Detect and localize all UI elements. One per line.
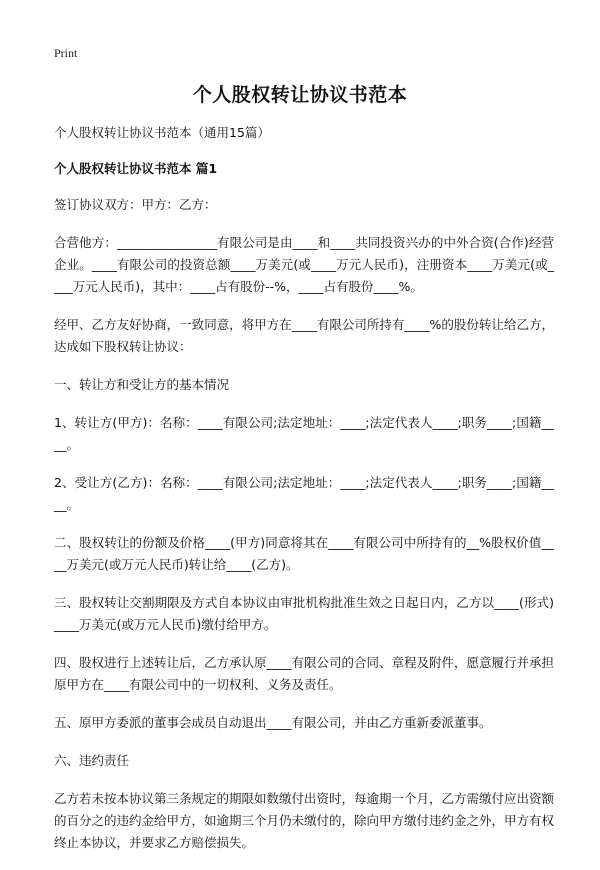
paragraph-joint-venture: 合营他方：________________有限公司是由____和____共同投资兴办的中外合资(合作)经营企业。____有限公司的投资总额____万美元(或____万元人民币)，注册资本____万美元(或____万元人民币)，其中：____占有股份--%，____占有股份____%。 bbox=[54, 235, 554, 294]
clause-heading-liability: 六、违约责任 bbox=[54, 753, 130, 768]
paragraph-parties: 签订协议双方：甲方：乙方： bbox=[54, 197, 217, 212]
section-heading: 个人股权转让协议书范本 篇1 bbox=[54, 161, 218, 176]
clause-delivery: 三、股权转让交割期限及方式自本协议由审批机构批准生效之日起日内，乙方以____(形式)____万美元(或万元人民币)缴付给甲方。 bbox=[54, 595, 554, 632]
paragraph-agreement-intro: 经甲、乙方友好协商，一致同意，将甲方在____有限公司所持有____%的股份转让给乙方，达成如下股权转让协议： bbox=[54, 317, 554, 354]
document-title: 个人股权转让协议书范本 bbox=[192, 84, 408, 106]
document-body bbox=[54, 122, 554, 870]
clause-transferor: 1、转让方(甲方)：名称：____有限公司;法定地址：____;法定代表人____;职务____;国籍____。 bbox=[54, 415, 554, 452]
print-link[interactable]: Print bbox=[54, 46, 78, 60]
document-subtitle: 个人股权转让协议书范本（通用15篇） bbox=[54, 125, 270, 140]
clause-obligations: 四、股权进行上述转让后，乙方承认原____有限公司的合同、章程及附件，愿意履行并承担原甲方在____有限公司中的一切权利、义务及责任。 bbox=[54, 655, 555, 692]
clause-heading-basic-info: 一、转让方和受让方的基本情况 bbox=[54, 377, 230, 392]
clause-share-price: 二、股权转让的份额及价格____(甲方)同意将其在____有限公司中所持有的__%股权价值____万美元(或万元人民币)转让给____(乙方)。 bbox=[54, 535, 554, 572]
clause-liability: 乙方若未按本协议第三条规定的期限如数缴付出资时，每逾期一个月，乙方需缴付应出资额的百分之的违约金给甲方，如逾期三个月仍未缴付的，除向甲方缴付违约金之外，甲方有权终止本协议，并要求乙方赔偿损失。 bbox=[54, 791, 555, 850]
clause-board: 五、原甲方委派的董事会成员自动退出____有限公司，并由乙方重新委派董事。 bbox=[54, 715, 492, 730]
clause-transferee: 2、受让方(乙方)：名称：____有限公司;法定地址：____;法定代表人____;职务____;国籍____。 bbox=[54, 475, 554, 512]
